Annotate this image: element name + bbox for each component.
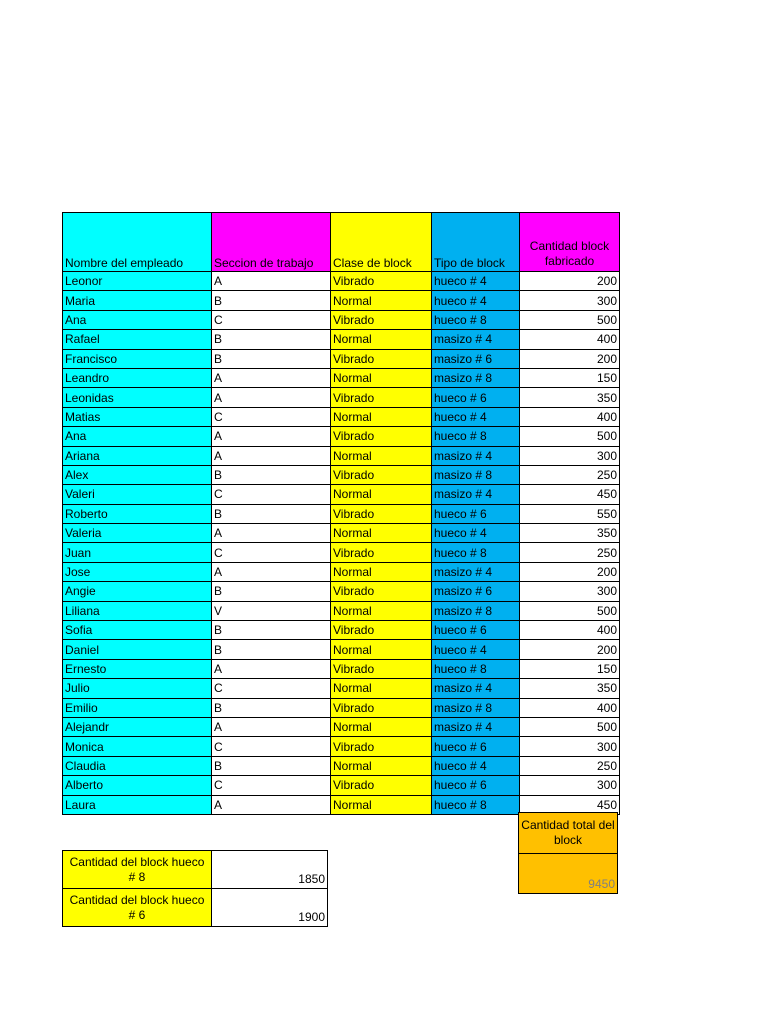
- summary-table: [62, 850, 328, 927]
- summary-row: [63, 889, 328, 927]
- cell-clase[interactable]: Vibrado: [331, 543, 432, 562]
- cell-nombre[interactable]: Valeria: [63, 524, 212, 543]
- cell-clase[interactable]: Vibrado: [331, 621, 432, 640]
- cell-tipo[interactable]: hueco # 6: [432, 504, 520, 523]
- cell-cantidad[interactable]: 400: [520, 698, 620, 717]
- cell-cantidad[interactable]: 250: [520, 543, 620, 562]
- cell-cantidad[interactable]: 450: [520, 795, 620, 814]
- cell-seccion[interactable]: V: [212, 601, 331, 620]
- cell-tipo[interactable]: masizo # 4: [432, 330, 520, 349]
- table-row: [63, 582, 620, 601]
- cell-clase[interactable]: Normal: [331, 368, 432, 387]
- cell-nombre[interactable]: Julio: [63, 679, 212, 698]
- total-label[interactable]: Cantidad total del block: [519, 813, 618, 854]
- cell-clase[interactable]: Vibrado: [331, 737, 432, 756]
- cell-seccion[interactable]: B: [212, 698, 331, 717]
- cell-tipo[interactable]: masizo # 8: [432, 601, 520, 620]
- cell-nombre[interactable]: Claudia: [63, 756, 212, 775]
- cell-seccion[interactable]: A: [212, 388, 331, 407]
- cell-clase[interactable]: Normal: [331, 756, 432, 775]
- table-row: [63, 407, 620, 426]
- cell-tipo[interactable]: hueco # 4: [432, 756, 520, 775]
- cell-tipo[interactable]: hueco # 6: [432, 621, 520, 640]
- cell-clase[interactable]: Normal: [331, 407, 432, 426]
- summary-row: [63, 851, 328, 889]
- cell-clase[interactable]: Vibrado: [331, 698, 432, 717]
- cell-clase[interactable]: Normal: [331, 291, 432, 310]
- table-row: [63, 310, 620, 329]
- cell-seccion[interactable]: C: [212, 679, 331, 698]
- cell-nombre[interactable]: Alejandr: [63, 717, 212, 736]
- cell-cantidad[interactable]: 300: [520, 291, 620, 310]
- cell-tipo[interactable]: hueco # 4: [432, 524, 520, 543]
- cell-tipo[interactable]: hueco # 6: [432, 776, 520, 795]
- cell-nombre[interactable]: Leandro: [63, 368, 212, 387]
- cell-clase[interactable]: Vibrado: [331, 427, 432, 446]
- cell-nombre[interactable]: Maria: [63, 291, 212, 310]
- cell-cantidad[interactable]: 450: [520, 485, 620, 504]
- cell-nombre[interactable]: Ariana: [63, 446, 212, 465]
- cell-cantidad[interactable]: 200: [520, 562, 620, 581]
- table-row: [63, 446, 620, 465]
- header-tipo[interactable]: Tipo de block: [432, 213, 520, 272]
- cell-tipo[interactable]: hueco # 6: [432, 388, 520, 407]
- table-row: [63, 659, 620, 678]
- cell-seccion[interactable]: C: [212, 310, 331, 329]
- header-clase[interactable]: Clase de block: [331, 213, 432, 272]
- cell-nombre[interactable]: Laura: [63, 795, 212, 814]
- cell-seccion[interactable]: B: [212, 465, 331, 484]
- table-row: [63, 640, 620, 659]
- cell-seccion[interactable]: C: [212, 776, 331, 795]
- cell-clase[interactable]: Vibrado: [331, 272, 432, 291]
- cell-cantidad[interactable]: 300: [520, 582, 620, 601]
- cell-seccion[interactable]: C: [212, 543, 331, 562]
- table-row: [63, 291, 620, 310]
- table-row: [63, 756, 620, 775]
- cell-cantidad[interactable]: 300: [520, 737, 620, 756]
- cell-clase[interactable]: Vibrado: [331, 349, 432, 368]
- cell-tipo[interactable]: masizo # 8: [432, 368, 520, 387]
- table-row: [63, 272, 620, 291]
- cell-seccion[interactable]: A: [212, 562, 331, 581]
- cell-nombre[interactable]: Angie: [63, 582, 212, 601]
- cell-tipo[interactable]: masizo # 6: [432, 582, 520, 601]
- cell-tipo[interactable]: masizo # 4: [432, 446, 520, 465]
- cell-seccion[interactable]: C: [212, 407, 331, 426]
- cell-cantidad[interactable]: 350: [520, 388, 620, 407]
- cell-cantidad[interactable]: 250: [520, 465, 620, 484]
- cell-nombre[interactable]: Roberto: [63, 504, 212, 523]
- table-row: [63, 368, 620, 387]
- cell-clase[interactable]: Normal: [331, 795, 432, 814]
- cell-cantidad[interactable]: 200: [520, 640, 620, 659]
- cell-clase[interactable]: Normal: [331, 446, 432, 465]
- cell-seccion[interactable]: B: [212, 349, 331, 368]
- cell-seccion[interactable]: B: [212, 582, 331, 601]
- cell-cantidad[interactable]: 250: [520, 756, 620, 775]
- cell-clase[interactable]: Vibrado: [331, 310, 432, 329]
- cell-cantidad[interactable]: 550: [520, 504, 620, 523]
- cell-tipo[interactable]: hueco # 4: [432, 291, 520, 310]
- cell-clase[interactable]: Vibrado: [331, 776, 432, 795]
- cell-tipo[interactable]: masizo # 8: [432, 698, 520, 717]
- table-row: [63, 776, 620, 795]
- cell-cantidad[interactable]: 300: [520, 776, 620, 795]
- table-row: [63, 737, 620, 756]
- cell-seccion[interactable]: C: [212, 485, 331, 504]
- cell-clase[interactable]: Vibrado: [331, 582, 432, 601]
- cell-tipo[interactable]: masizo # 4: [432, 717, 520, 736]
- cell-tipo[interactable]: hueco # 8: [432, 795, 520, 814]
- cell-tipo[interactable]: hueco # 8: [432, 310, 520, 329]
- table-row: [63, 349, 620, 368]
- table-row: [63, 621, 620, 640]
- cell-clase[interactable]: Normal: [331, 717, 432, 736]
- table-row: [63, 465, 620, 484]
- cell-clase[interactable]: Normal: [331, 485, 432, 504]
- cell-nombre[interactable]: Alberto: [63, 776, 212, 795]
- cell-nombre[interactable]: Rafael: [63, 330, 212, 349]
- cell-nombre[interactable]: Leonidas: [63, 388, 212, 407]
- cell-tipo[interactable]: hueco # 8: [432, 659, 520, 678]
- cell-nombre[interactable]: Ana: [63, 427, 212, 446]
- employee-table: [62, 212, 620, 815]
- cell-seccion[interactable]: C: [212, 737, 331, 756]
- total-value[interactable]: 9450: [519, 854, 618, 894]
- cell-nombre[interactable]: Valeri: [63, 485, 212, 504]
- cell-cantidad[interactable]: 350: [520, 679, 620, 698]
- table-row: [63, 504, 620, 523]
- table-row: [63, 717, 620, 736]
- cell-nombre[interactable]: Jose: [63, 562, 212, 581]
- cell-clase[interactable]: Normal: [331, 601, 432, 620]
- cell-cantidad[interactable]: 350: [520, 524, 620, 543]
- cell-tipo[interactable]: hueco # 6: [432, 737, 520, 756]
- cell-nombre[interactable]: Ana: [63, 310, 212, 329]
- summary-label[interactable]: Cantidad del block hueco # 6: [63, 889, 212, 927]
- cell-cantidad[interactable]: 200: [520, 272, 620, 291]
- cell-clase[interactable]: Vibrado: [331, 465, 432, 484]
- cell-cantidad[interactable]: 500: [520, 601, 620, 620]
- summary-label[interactable]: Cantidad del block hueco # 8: [63, 851, 212, 889]
- cell-seccion[interactable]: A: [212, 446, 331, 465]
- header-seccion[interactable]: Seccion de trabajo: [212, 213, 331, 272]
- cell-tipo[interactable]: hueco # 4: [432, 407, 520, 426]
- cell-cantidad[interactable]: 400: [520, 330, 620, 349]
- cell-seccion[interactable]: B: [212, 640, 331, 659]
- header-nombre[interactable]: Nombre del empleado: [63, 213, 212, 272]
- summary-value[interactable]: 1850: [212, 851, 328, 889]
- cell-clase[interactable]: Vibrado: [331, 504, 432, 523]
- table-row: [63, 427, 620, 446]
- cell-cantidad[interactable]: 150: [520, 659, 620, 678]
- cell-clase[interactable]: Vibrado: [331, 388, 432, 407]
- cell-clase[interactable]: Normal: [331, 640, 432, 659]
- table-row: [63, 698, 620, 717]
- summary-value[interactable]: 1900: [212, 889, 328, 927]
- cell-nombre[interactable]: Daniel: [63, 640, 212, 659]
- cell-nombre[interactable]: Sofia: [63, 621, 212, 640]
- cell-seccion[interactable]: B: [212, 291, 331, 310]
- cell-tipo[interactable]: masizo # 8: [432, 465, 520, 484]
- cell-cantidad[interactable]: 500: [520, 717, 620, 736]
- cell-nombre[interactable]: Monica: [63, 737, 212, 756]
- cell-clase[interactable]: Normal: [331, 679, 432, 698]
- table-row: [63, 601, 620, 620]
- cell-cantidad[interactable]: 150: [520, 368, 620, 387]
- cell-nombre[interactable]: Emilio: [63, 698, 212, 717]
- cell-clase[interactable]: Normal: [331, 330, 432, 349]
- header-cantidad[interactable]: Cantidad block fabricado: [520, 213, 620, 272]
- cell-seccion[interactable]: B: [212, 756, 331, 775]
- table-row: [63, 388, 620, 407]
- cell-seccion[interactable]: A: [212, 272, 331, 291]
- cell-clase[interactable]: Vibrado: [331, 659, 432, 678]
- cell-cantidad[interactable]: 300: [520, 446, 620, 465]
- cell-clase[interactable]: Normal: [331, 524, 432, 543]
- cell-cantidad[interactable]: 200: [520, 349, 620, 368]
- cell-tipo[interactable]: masizo # 6: [432, 349, 520, 368]
- header-row: [63, 213, 620, 272]
- cell-cantidad[interactable]: 500: [520, 427, 620, 446]
- cell-cantidad[interactable]: 500: [520, 310, 620, 329]
- table-row: [63, 524, 620, 543]
- table-row: [63, 679, 620, 698]
- cell-seccion[interactable]: A: [212, 427, 331, 446]
- cell-seccion[interactable]: A: [212, 795, 331, 814]
- cell-tipo[interactable]: hueco # 4: [432, 640, 520, 659]
- cell-seccion[interactable]: A: [212, 717, 331, 736]
- cell-clase[interactable]: Normal: [331, 562, 432, 581]
- cell-tipo[interactable]: masizo # 4: [432, 679, 520, 698]
- table-row: [63, 485, 620, 504]
- cell-seccion[interactable]: B: [212, 504, 331, 523]
- cell-nombre[interactable]: Juan: [63, 543, 212, 562]
- table-row: [63, 330, 620, 349]
- table-row: [63, 543, 620, 562]
- cell-nombre[interactable]: Liliana: [63, 601, 212, 620]
- cell-seccion[interactable]: B: [212, 330, 331, 349]
- table-row: [63, 562, 620, 581]
- cell-nombre[interactable]: Alex: [63, 465, 212, 484]
- cell-cantidad[interactable]: 400: [520, 407, 620, 426]
- cell-tipo[interactable]: hueco # 8: [432, 543, 520, 562]
- cell-seccion[interactable]: A: [212, 659, 331, 678]
- cell-tipo[interactable]: hueco # 8: [432, 427, 520, 446]
- total-box: [518, 812, 618, 894]
- employee-table-body: [63, 213, 620, 815]
- cell-tipo[interactable]: masizo # 4: [432, 562, 520, 581]
- cell-cantidad[interactable]: 400: [520, 621, 620, 640]
- cell-seccion[interactable]: A: [212, 368, 331, 387]
- cell-nombre[interactable]: Leonor: [63, 272, 212, 291]
- cell-seccion[interactable]: A: [212, 524, 331, 543]
- cell-nombre[interactable]: Francisco: [63, 349, 212, 368]
- cell-tipo[interactable]: masizo # 4: [432, 485, 520, 504]
- cell-seccion[interactable]: B: [212, 621, 331, 640]
- cell-tipo[interactable]: hueco # 4: [432, 272, 520, 291]
- cell-nombre[interactable]: Matias: [63, 407, 212, 426]
- cell-nombre[interactable]: Ernesto: [63, 659, 212, 678]
